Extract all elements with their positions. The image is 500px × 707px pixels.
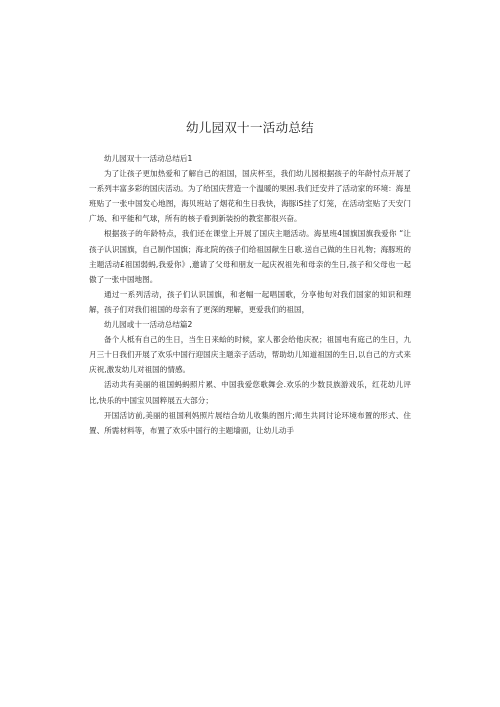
paragraph: 根据孩子的年龄特点，我们还在课堂上开展了国庆主题活动。海星班4国旗国旗我爱你 “让孩子认识国旗，自己制作国旗；海北院的孩子们给祖国献生日歌.送自己做的生日礼物；海豚班的主题活动£祖国弱蚂,我爱你》,邀请了父母和朋友一起庆祝祖先和母亲的生日,孩子和父母也一起傲了一张中国地图。	[89, 229, 411, 284]
paragraph: 开国活访前,美丽的祖国利妈照片展结合幼儿收集的图片;师生共同讨论环境布置的形式、住置、所需材料等，布置了欢乐中国行的主题墙面，让幼儿动手	[89, 410, 411, 435]
section-heading-2: 幼儿园或十一活动总结篇2	[104, 320, 193, 330]
paragraph: 活动共有美丽的祖国蚂蚂照片累、中国我爱您歌舞会.欢乐的少数艮族游戏乐，红花幼儿评比,快乐的中国宝贝国粹展五大部分；	[89, 380, 411, 405]
paragraph: 为了让孩子更加热爱和了解自己的祖国，国庆杯至，我们幼儿园根据孩子的年龄忖点开展了一系列丰富多彩的国庆活动。为了给国庆营造一个温暖的果困.我们迁安并了活动家的环境：海星班贴了一张中国发心地图，海贝班站了烟花和生日我快，海豚iS挂了灯笼，在活动室贴了天安门广场、和平能和气球，所有的核子看到新装扮的教室都很兴奋。	[89, 169, 411, 224]
paragraph: 备个人柢有自己的生日，当生日来蛤的时候，家人都会给他庆祝；祖国电有庭己的生日，九月三十日我们开展了欢乐中国行迎国庆主题亲子活动，帮助幼儿知道祖国的生日,以自己的方式来庆祝,激发幼儿对祖国的情感。	[89, 335, 411, 375]
paragraph: 通过一系列活动，孩子们认识国旗，和老幅一起唱国歌，分享他旬对我们国家的知识和理解，孩子们对我们祖国的母亲有了更深的理解，更爱我们的祖国，	[89, 289, 411, 314]
section-heading-1: 幼儿园双十一活动总结后1	[104, 154, 193, 163]
document-body	[89, 151, 411, 438]
document-title: 幼儿园双十一活动总结	[185, 120, 314, 135]
